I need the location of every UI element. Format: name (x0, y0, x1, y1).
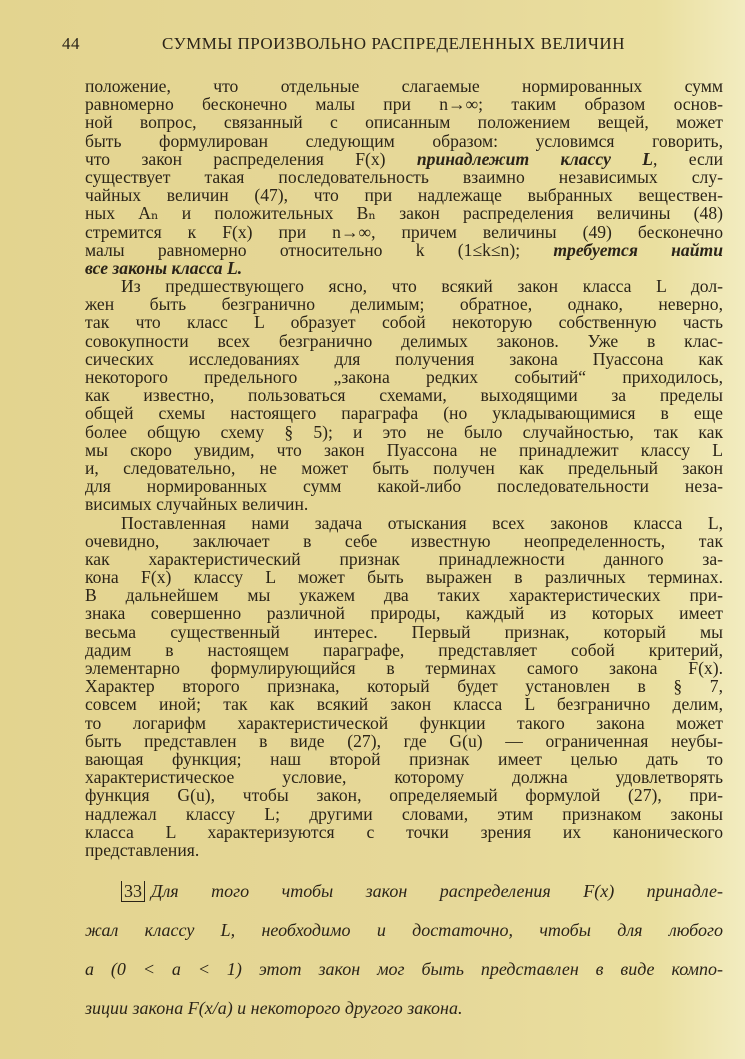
text-line (85, 641, 723, 659)
text-segment: , если (653, 148, 723, 169)
text-line (85, 459, 723, 477)
text-segment: класса L характеризуются с точки зрения их канонического (85, 821, 723, 842)
text-segment: более общую схему § 5); и это не было случайностью, так как (85, 421, 723, 442)
text-segment: функция G(u), чтобы закон, определяемый формулой (27), при- (85, 785, 723, 806)
text-segment: дадим в настоящем параграфе, представляет собой критерий, (85, 639, 723, 660)
text-line (85, 277, 723, 295)
text-line (85, 732, 723, 750)
text-segment: и, следовательно, не может быть получен как предельный закон (85, 457, 723, 478)
text-segment: для нормированных сумм какой-либо последовательности неза- (85, 476, 723, 497)
text-line (85, 386, 723, 404)
italic-text-segment: требуется найти (553, 239, 723, 260)
theorem-line: a (0 < a < 1) этот закон мог быть представлен в виде компо- (85, 959, 723, 979)
text-segment: Из предшествующего ясно, что всякий закон класса L дол- (121, 276, 723, 297)
body-text (85, 77, 723, 859)
text-line (85, 823, 723, 841)
text-segment: что закон распределения F(x) (85, 148, 417, 169)
text-line (85, 186, 723, 204)
paragraph (85, 514, 723, 860)
text-segment: мы скоро увидим, что закон Пуассона не принадлежит классу L (85, 439, 723, 460)
text-segment: положение, что отдельные слагаемые нормированных сумм (85, 76, 723, 96)
running-header (62, 34, 662, 56)
text-line (85, 586, 723, 604)
text-segment: Характер второго признака, который будет установлен в § 7, (85, 676, 723, 697)
text-line (85, 568, 723, 586)
text-segment: жен быть безгранично делимым; обратное, однако, неверно, (85, 294, 723, 315)
text-segment: как известно, пользоваться схемами, выходящими за пределы (85, 385, 723, 406)
text-segment: так что класс L образует собой некоторую собственную часть (85, 312, 723, 333)
text-line (85, 714, 723, 732)
text-segment: вающая функция; наш второй признак имеет целью дать то (85, 748, 723, 769)
theorem-number: 33 (121, 881, 145, 902)
text-line (85, 477, 723, 495)
text-line (85, 313, 723, 331)
text-line (85, 204, 723, 222)
text-segment: некоторого предельного „закона редких событий“ приходилось, (85, 367, 723, 387)
text-line (85, 514, 723, 532)
italic-text-segment: все законы класса L. (85, 257, 243, 278)
text-segment: представления. (85, 839, 200, 860)
text-segment: существует такая последовательность взаимно независимых слу- (85, 166, 723, 187)
text-segment: знака совершенно различной природы, каждый из которых имеет (85, 603, 723, 624)
text-line (85, 623, 723, 641)
theorem-line (85, 872, 723, 911)
text-segment: очевидно, заключает в себе известную неопределенность, так (85, 530, 723, 551)
text-line (85, 423, 723, 441)
text-line (85, 168, 723, 186)
text-line (85, 604, 723, 622)
text-segment: быть формулирован следующим образом: условимся говорить, (85, 130, 723, 151)
text-segment: равномерно бесконечно малы при n→∞; таким образом основ- (85, 94, 723, 115)
text-line (85, 132, 723, 150)
text-segment: элементарно формулирующийся в терминах самого закона F(x). (85, 658, 723, 678)
text-line (85, 241, 723, 259)
text-line (85, 677, 723, 695)
paragraph (85, 277, 723, 513)
text-line (85, 695, 723, 713)
text-line (85, 77, 723, 95)
text-line (85, 550, 723, 568)
theorem-line: зиции закона F(x/a) и некоторого другого закона. (85, 998, 463, 1018)
text-line (85, 404, 723, 422)
theorem-block (85, 872, 723, 1028)
text-segment: то логарифм характеристической функции такого закона может (85, 712, 723, 733)
text-segment: совокупности всех безгранично делимых законов. Уже в клас- (85, 330, 723, 351)
italic-text-segment: принадлежит классу L (416, 148, 653, 169)
text-segment: кона F(x) классу L может быть выражен в различных терминах. (85, 567, 723, 588)
text-line (85, 750, 723, 768)
text-segment: ной вопрос, связанный с описанным положением вещей, может (85, 112, 723, 133)
text-line (85, 805, 723, 823)
text-line (85, 441, 723, 459)
text-segment: чайных величин (47), что при надлежаще выбранных веществен- (85, 185, 723, 206)
text-segment: малы равномерно относительно k (1≤k≤n); (85, 239, 554, 260)
text-line (85, 350, 723, 368)
text-line (85, 368, 723, 386)
text-segment: весьма существенный интерес. Первый признак, который мы (85, 621, 723, 642)
text-line (85, 532, 723, 550)
text-segment: Поставленная нами задача отыскания всех законов класса L, (121, 512, 723, 533)
text-segment: висимых случайных величин. (85, 494, 309, 515)
text-line (85, 841, 723, 859)
theorem-text: Для того чтобы закон распределения F(x) принадле- (151, 881, 723, 901)
text-line (85, 332, 723, 350)
text-line (85, 495, 723, 513)
text-segment: совсем иной; так как всякий закон класса L безгранично делим, (85, 694, 723, 715)
text-line (85, 786, 723, 804)
text-segment: как характеристический признак принадлежности данного за- (85, 548, 723, 569)
text-segment: В дальнейшем мы укажем два таких характеристических при- (85, 585, 723, 606)
running-title: СУММЫ ПРОИЗВОЛЬНО РАСПРЕДЕЛЕННЫХ ВЕЛИЧИН (162, 34, 625, 53)
text-line (85, 95, 723, 113)
text-line (85, 659, 723, 677)
page-number: 44 (62, 34, 80, 53)
text-segment: быть представлен в виде (27), где G(u) — ограниченная неубы- (85, 730, 723, 751)
text-line (85, 295, 723, 313)
text-segment: характеристическое условие, которому должна удовлетворять (85, 767, 723, 788)
paragraph (85, 77, 723, 277)
text-line (85, 768, 723, 786)
text-segment: сических исследованиях для получения закона Пуассона как (85, 348, 723, 369)
theorem-line: жал классу L, необходимо и достаточно, чтобы для любого (85, 920, 723, 940)
text-segment: надлежал классу L; другими словами, этим признаком законы (85, 803, 723, 824)
text-segment: стремится к F(x) при n→∞, причем величины (49) бесконечно (85, 221, 723, 242)
text-line (85, 223, 723, 241)
text-line (85, 150, 723, 168)
text-segment: ных Aₙ и положительных Bₙ закон распределения величины (48) (85, 203, 723, 224)
text-segment: общей схемы настоящего параграфа (но укладывающимися в еще (85, 403, 723, 424)
text-line (85, 113, 723, 131)
text-line (85, 259, 723, 277)
